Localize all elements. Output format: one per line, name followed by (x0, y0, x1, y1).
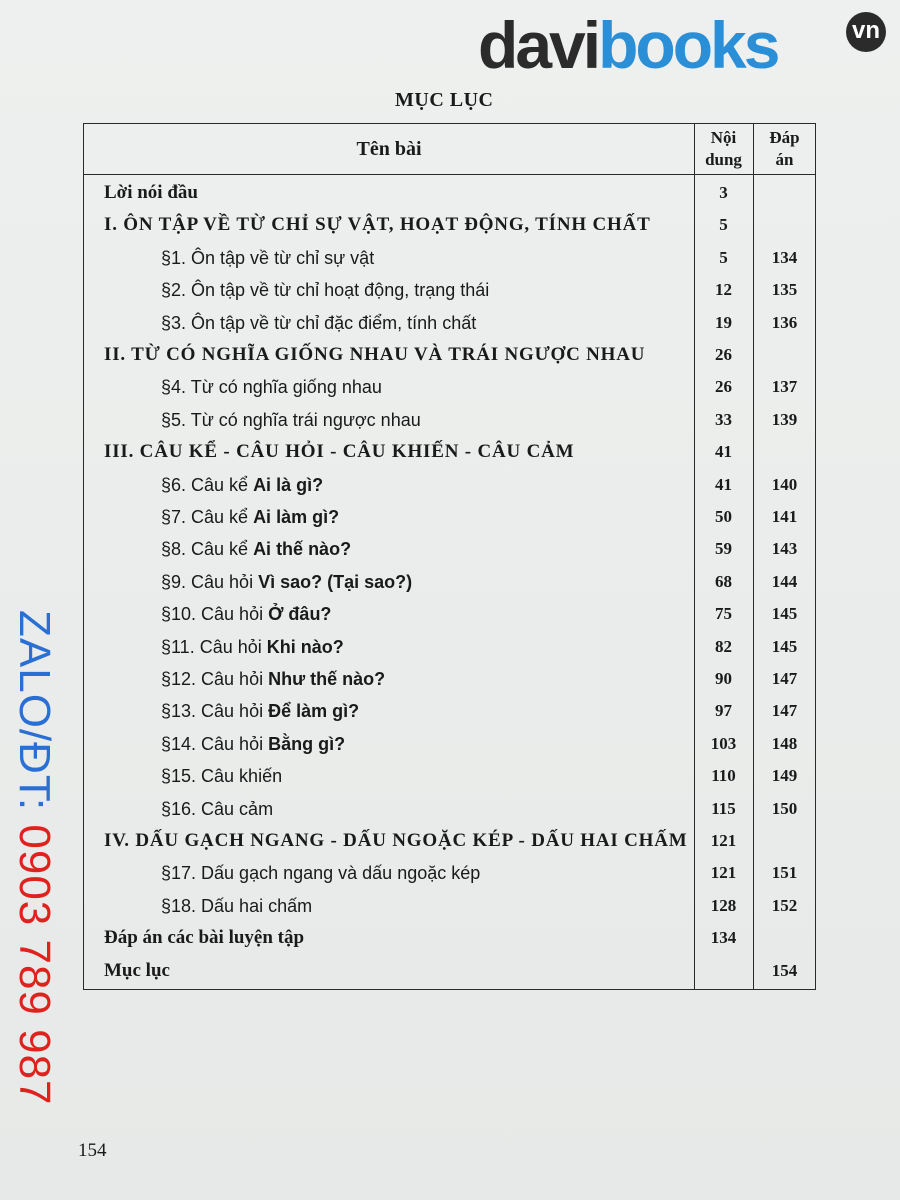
table-row (84, 533, 817, 565)
entry-title (104, 825, 688, 857)
table-row (84, 339, 817, 371)
entry-title (161, 598, 331, 630)
table-row (84, 631, 817, 663)
table-row (84, 663, 817, 695)
entry-content-page: 26 (715, 377, 732, 397)
entry-answer-page: 136 (771, 312, 798, 332)
entry-title (161, 566, 412, 598)
header-content-line2: dung (705, 150, 742, 169)
entry-content-page: 41 (715, 474, 732, 494)
entry-title (161, 274, 489, 306)
entry-content-page: 19 (715, 312, 732, 332)
entry-title (161, 695, 359, 727)
table-row (84, 209, 817, 241)
entry-title-emphasis: Bằng gì? (268, 733, 346, 754)
entry-title (104, 955, 170, 987)
page-number: 154 (78, 1140, 107, 1161)
entry-title-text: Mục lục (104, 959, 170, 981)
entry-content-page: 90 (715, 669, 732, 688)
entry-title-text: §3. Ôn tập về từ chỉ đặc điểm, tính chất (161, 312, 477, 333)
entry-answer-page: 143 (771, 539, 798, 559)
entry-title (161, 501, 339, 533)
entry-answer-page: 141 (771, 507, 798, 526)
table-row (84, 728, 817, 760)
contact-number: 0903 789 987 (10, 824, 59, 1106)
header-answer-page (753, 127, 816, 171)
entry-title-emphasis: Khi nào? (266, 636, 344, 657)
entry-content-page: 115 (711, 798, 736, 818)
table-row (84, 825, 817, 857)
entry-title-emphasis: Ở đâu? (268, 604, 332, 625)
contact-label: ZALO/ĐT: (10, 610, 59, 825)
entry-answer-page: 150 (771, 798, 798, 818)
header-divider (84, 174, 815, 175)
entry-title-text: II. TỪ CÓ NGHĨA GIỐNG NHAU VÀ TRÁI NGƯỢC NHAU (104, 344, 646, 365)
table-row (84, 501, 817, 533)
table-row (84, 890, 817, 922)
entry-title-text: §11. Câu hỏi (161, 636, 267, 657)
entry-title (161, 242, 374, 274)
entry-title-text: Lời nói đầu (104, 182, 198, 203)
entry-content-page: 82 (715, 636, 732, 656)
entry-content-page: 103 (710, 733, 737, 753)
entry-title (161, 663, 385, 695)
entry-title-text: §4. Từ có nghĩa giống nhau (161, 377, 382, 398)
entry-title (161, 371, 382, 403)
header-content-line1: Nội (710, 128, 737, 147)
entry-title-text: §12. Câu hỏi (161, 669, 269, 689)
entry-title-text: §18. Dấu hai chấm (161, 895, 313, 916)
table-row (84, 371, 817, 403)
entry-content-page: 26 (715, 345, 732, 364)
entry-answer-page: 134 (771, 247, 798, 267)
table-row (84, 566, 817, 598)
header-answer-line2: án (775, 150, 794, 169)
table-row (84, 793, 817, 825)
table-of-contents (83, 123, 816, 990)
table-row (84, 955, 817, 987)
entry-title-text: §9. Câu hỏi (161, 571, 259, 592)
entry-content-page: 12 (715, 280, 732, 300)
entry-answer-page: 139 (771, 409, 798, 429)
table-row (84, 274, 817, 306)
entry-content-page: 121 (710, 831, 737, 850)
entry-title-text: §2. Ôn tập về từ chỉ hoạt động, trạng thái (161, 280, 490, 301)
logo-vn-badge: vn (846, 12, 886, 52)
entry-title (161, 307, 476, 339)
entry-title-emphasis: Như thế nào? (268, 669, 386, 689)
entry-title (104, 209, 651, 241)
entry-title-text: §17. Dấu gạch ngang và dấu ngoặc kép (161, 863, 481, 884)
entry-title-text: §13. Câu hỏi (161, 701, 269, 722)
entry-title-emphasis: Ai thế nào? (253, 539, 352, 560)
entry-title (161, 728, 345, 760)
entry-title-text: Đáp án các bài luyện tập (104, 927, 305, 949)
logo-part-davi: davi (478, 8, 599, 82)
table-row (84, 436, 817, 468)
entry-title-text: §10. Câu hỏi (161, 604, 269, 625)
entry-title-text: §1. Ôn tập về từ chỉ sự vật (161, 247, 375, 268)
entry-content-page: 33 (715, 409, 732, 429)
entry-content-page: 3 (719, 183, 728, 202)
entry-content-page: 41 (715, 442, 732, 462)
table-row (84, 598, 817, 630)
entry-content-page: 121 (710, 863, 737, 883)
entry-answer-page: 152 (771, 895, 798, 915)
entry-title-emphasis: Vì sao? (Tại sao?) (258, 571, 413, 592)
entry-title (161, 793, 273, 825)
entry-answer-page: 135 (771, 280, 798, 300)
entry-title-text: I. ÔN TẬP VỀ TỪ CHỈ SỰ VẬT, HOẠT ĐỘNG, TÍNH CHẤT (104, 214, 651, 236)
contact-watermark (10, 610, 59, 1106)
entry-content-page: 59 (715, 539, 732, 559)
entry-title (104, 177, 198, 209)
table-row (84, 922, 817, 954)
entry-title-text: §16. Câu cảm (161, 798, 274, 819)
entry-title (161, 857, 480, 889)
entry-title (161, 760, 282, 792)
entry-answer-page: 140 (771, 474, 798, 494)
entry-answer-page: 149 (771, 766, 798, 786)
entry-title-text: §7. Câu kể (161, 507, 254, 527)
entry-title-text: §14. Câu hỏi (161, 733, 269, 754)
davibooks-logo (478, 8, 778, 82)
header-answer-line1: Đáp (769, 128, 800, 147)
entry-answer-page: 137 (771, 377, 798, 397)
table-row (84, 307, 817, 339)
entry-content-page: 68 (715, 571, 732, 591)
table-row (84, 469, 817, 501)
entry-title (104, 436, 574, 468)
entry-answer-page: 145 (771, 604, 798, 624)
table-row (84, 857, 817, 889)
entry-content-page: 75 (715, 604, 732, 624)
header-title: Tên bài (356, 138, 422, 160)
entry-title-text: III. CÂU KỂ - CÂU HỎI - CÂU KHIẾN - CÂU CẢM (104, 441, 575, 463)
entry-answer-page: 147 (771, 701, 798, 721)
entry-content-page: 97 (715, 701, 732, 721)
table-row (84, 404, 817, 436)
table-row (84, 177, 817, 209)
entry-title (161, 631, 344, 663)
logo-part-books: books (598, 8, 778, 82)
entry-title-text: IV. DẤU GẠCH NGANG - DẤU NGOẶC KÉP - DẤU HAI CHẤM (104, 830, 688, 851)
entry-content-page: 5 (719, 215, 728, 235)
entry-answer-page: 148 (771, 733, 798, 753)
entry-answer-page: 145 (771, 636, 798, 656)
entry-title (104, 922, 304, 954)
entry-title-emphasis: Ai là gì? (253, 474, 324, 495)
entry-title-emphasis: Ai làm gì? (253, 507, 340, 527)
header-content-page (694, 127, 753, 171)
entry-answer-page: 154 (771, 960, 798, 980)
entry-answer-page: 147 (771, 669, 798, 688)
entry-title (161, 404, 421, 436)
entry-title-text: §6. Câu kể (161, 474, 254, 495)
entry-content-page: 128 (710, 895, 737, 915)
entry-title-emphasis: Để làm gì? (268, 701, 360, 722)
entry-content-page: 50 (715, 507, 732, 526)
entry-answer-page: 151 (771, 863, 798, 883)
table-row (84, 695, 817, 727)
table-row (84, 242, 817, 274)
entry-title (161, 533, 351, 565)
entry-title-text: §5. Từ có nghĩa trái ngược nhau (161, 409, 421, 430)
table-row (84, 760, 817, 792)
entry-content-page: 5 (719, 247, 728, 267)
entry-content-page: 110 (711, 766, 736, 786)
entry-content-page: 134 (710, 928, 737, 948)
entry-title (161, 469, 323, 501)
entry-answer-page: 144 (771, 571, 798, 591)
entry-title-text: §8. Câu kể (161, 539, 254, 560)
entry-title (161, 890, 312, 922)
entry-title-text: §15. Câu khiến (161, 766, 283, 787)
page-title: MỤC LỤC (395, 89, 494, 111)
entry-title (104, 339, 645, 371)
